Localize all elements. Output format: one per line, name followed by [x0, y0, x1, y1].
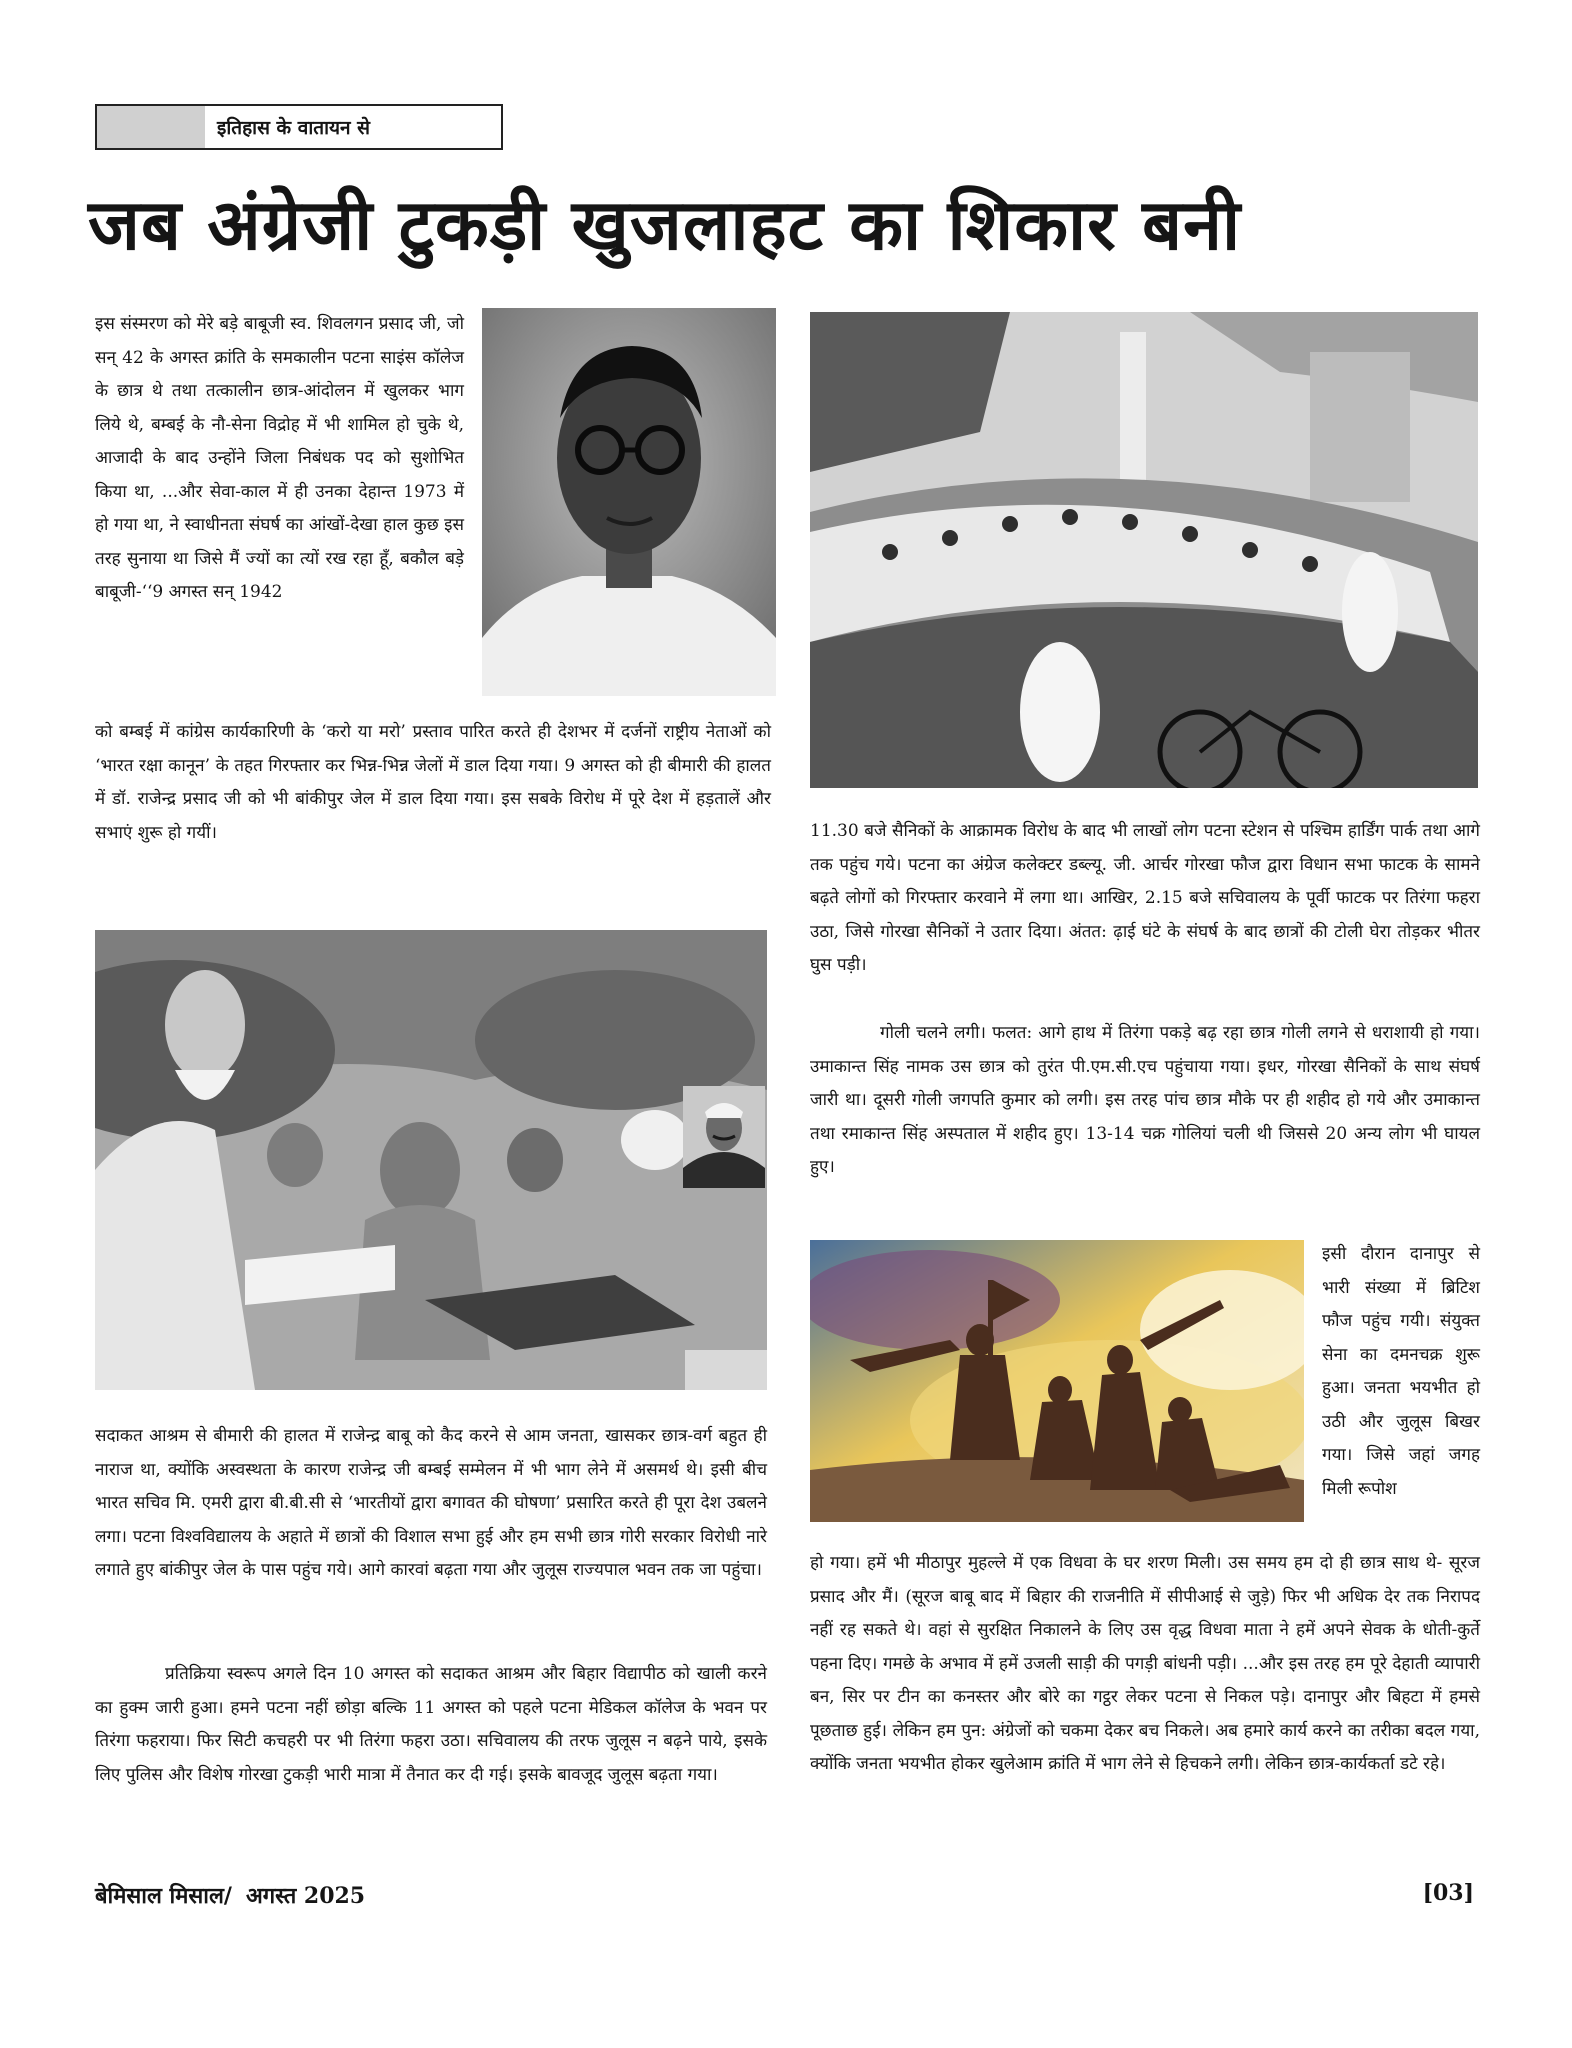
article-headline: जब अंग्रेजी टुकड़ी खुजलाहट का शिकार बनी [88, 184, 1242, 266]
left-para1-wide: को बम्बई में कांग्रेस कार्यकारिणी के ‘करो या मरो’ प्रस्ताव पारित करते ही देशभर में दर्जनों राष्ट्रीय नेताओं को ‘भारत रक्षा कानून’ के तहत गिरफ्तार कर भिन्न-भिन्न जेलों में डाल दिया गया। 9 अगस्त को ही बीमारी की हालत में डॉ. राजेन्द्र प्रसाद जी को भी बांकीपुर जेल में डाल दिया गया। इस सबके विरोध में पूरे देश में हड़तालें और सभाएं शुरू हो गयीं। [95, 722, 771, 843]
section-tag [95, 104, 503, 150]
rajendra-prasad-inset [683, 1086, 765, 1188]
section-tag-label: इतिहास के वातायन से [217, 117, 371, 139]
page-number: [03] [1422, 1880, 1474, 1906]
portrait-photo [482, 308, 776, 696]
right-para3-narrow: इसी दौरान दानापुर से भारी संख्या में ब्रिटिश फौज पहुंच गयी। संयुक्त सेना का दमनचक्र शुरू हुआ। जनता भयभीत हो उठी और जुलूस बिखर गया। जिसे जहां जगह मिली रूपोश [1322, 1244, 1480, 1499]
left-para1-narrow: इस संस्मरण को मेरे बड़े बाबूजी स्व. शिवलगन प्रसाद जी, जो सन् 42 के अगस्त क्रांति के समकालीन पटना साइंस कॉलेज के छात्र थे तथा तत्कालीन छात्र-आंदोलन में खुलकर भाग लिये थे, बम्बई के नौ-सेना विद्रोह में भी शामिल हो चुके थे, आजादी के बाद उन्होंने जिला निबंधक पद को सुशोभित किया था, ...और सेवा-काल में ही उनका देहान्त 1973 में हो गया था, ने स्वाधीनता संघर्ष का आंखों-देखा हाल कुछ इस तरह सुनाया था जिसे मैं ज्यों का त्यों रख रहा हूँ, बकौल बड़े बाबूजी-‘‘9 अगस्त सन् 1942 [95, 314, 464, 602]
gandhi-meeting-photo [95, 930, 767, 1390]
left-para3: प्रतिक्रिया स्वरूप अगले दिन 10 अगस्त को सदाकत आश्रम और बिहार विद्यापीठ को खाली करने का हुक्म जारी हुआ। हमने पटना नहीं छोड़ा बल्कि 11 अगस्त को पहले पटना मेडिकल कॉलेज के भवन पर तिरंगा फहराया। फिर सिटी कचहरी पर भी तिरंगा फहरा उठा। सचिवालय की तरफ जुलूस न बढ़ने पाये, इसके लिए पुलिस और विशेष गोरखा टुकड़ी भारी मात्रा में तैनात कर दी गई। इसके बावजूद जुलूस बढ़ता गया। [95, 1664, 767, 1785]
procession-photo [810, 312, 1478, 788]
footer-magazine [95, 1880, 365, 1910]
magazine-name: बेमिसाल मिसाल/ [95, 1884, 232, 1909]
right-para3-wide: हो गया। हमें भी मीठापुर मुहल्ले में एक विधवा के घर शरण मिली। उस समय हम दो ही छात्र साथ थे- सूरज प्रसाद और मैं। (सूरज बाबू बाद में बिहार की राजनीति में सीपीआई से जुड़े) फिर भी अधिक देर तक निरापद नहीं रह सकते थे। वहां से सुरक्षित निकालने के लिए उस वृद्ध विधवा माता ने हमें अपने सेवक के धोती-कुर्ते पहना दिए। गमछे के अभाव में हमें उजली साड़ी की पगड़ी बांधनी पड़ी। ...और इस तरह हम पूरे देहाती व्यापारी बन, सिर पर टीन का कनस्तर और बोरे का गट्ठर लेकर पटना से निकल पड़े। दानापुर और बिहटा में हमसे पूछताछ हुई। लेकिन हम पुन: अंग्रेजों को चकमा देकर बच निकले। अब हमारे कार्य करने का तरीका बदल गया, क्योंकि जनता भयभीत होकर खुलेआम क्रांति में भाग लेने से हिचकने लगी। लेकिन छात्र-कार्यकर्ता डटे रहे। [810, 1553, 1480, 1774]
right-para2: गोली चलने लगी। फलत: आगे हाथ में तिरंगा पकड़े बढ़ रहा छात्र गोली लगने से धराशायी हो गया। उमाकान्त सिंह नामक उस छात्र को तुरंत पी.एम.सी.एच पहुंचाया गया। इधर, गोरखा सैनिकों के साथ संघर्ष जारी था। दूसरी गोली जगपति कुमार को लगी। इस तरह पांच छात्र मौके पर ही शहीद हो गये और उमाकान्त तथा रमाकान्त सिंह अस्पताल में शहीद हुए। 13-14 चक्र गोलियां चली थी जिससे 20 अन्य लोग भी घायल हुए। [810, 1023, 1480, 1177]
left-para2: सदाकत आश्रम से बीमारी की हालत में राजेन्द्र बाबू को कैद करने से आम जनता, खासकर छात्र-वर्ग बहुत ही नाराज था, क्योंकि अस्वस्थता के कारण राजेन्द्र जी बम्बई सम्मेलन में भी भाग लेने में असमर्थ थे। इसी बीच भारत सचिव मि. एमरी द्वारा बी.बी.सी से ‘भारतीयों द्वारा बगावत की घोषणा’ प्रसारित करते ही पूरा देश उबलने लगा। पटना विश्वविद्यालय के अहाते में छात्रों की विशाल सभा हुई और हम सभी छात्र गोरी सरकार विरोधी नारे लगाते हुए बांकीपुर जेल के पास पहुंच गये। आगे कारवां बढ़ता गया और जुलूस राज्यपाल भवन तक जा पहुंचा। [95, 1426, 767, 1580]
right-para1: 11.30 बजे सैनिकों के आक्रामक विरोध के बाद भी लाखों लोग पटना स्टेशन से पश्चिम हार्डिंग पार्क तथा आगे तक पहुंच गये। पटना का अंग्रेज कलेक्टर डब्ल्यू. जी. आर्चर गोरखा फौज द्वारा विधान सभा फाटक के सामने बढ़ते लोगों को गिरफ्तार करवाने में लगा था। आखिर, 2.15 बजे सचिवालय के पूर्वी फाटक पर तिरंगा फहरा उठा, जिसे गोरखा सैनिकों ने उतार दिया। अंतत: ढ़ाई घंटे के संघर्ष के बाद छात्रों की टोली घेरा तोड़कर भीतर घुस पड़ी। [810, 821, 1480, 975]
section-tag-shade [97, 106, 205, 148]
martyrs-memorial-painting [810, 1240, 1304, 1522]
issue-date: अगस्त 2025 [245, 1883, 366, 1909]
